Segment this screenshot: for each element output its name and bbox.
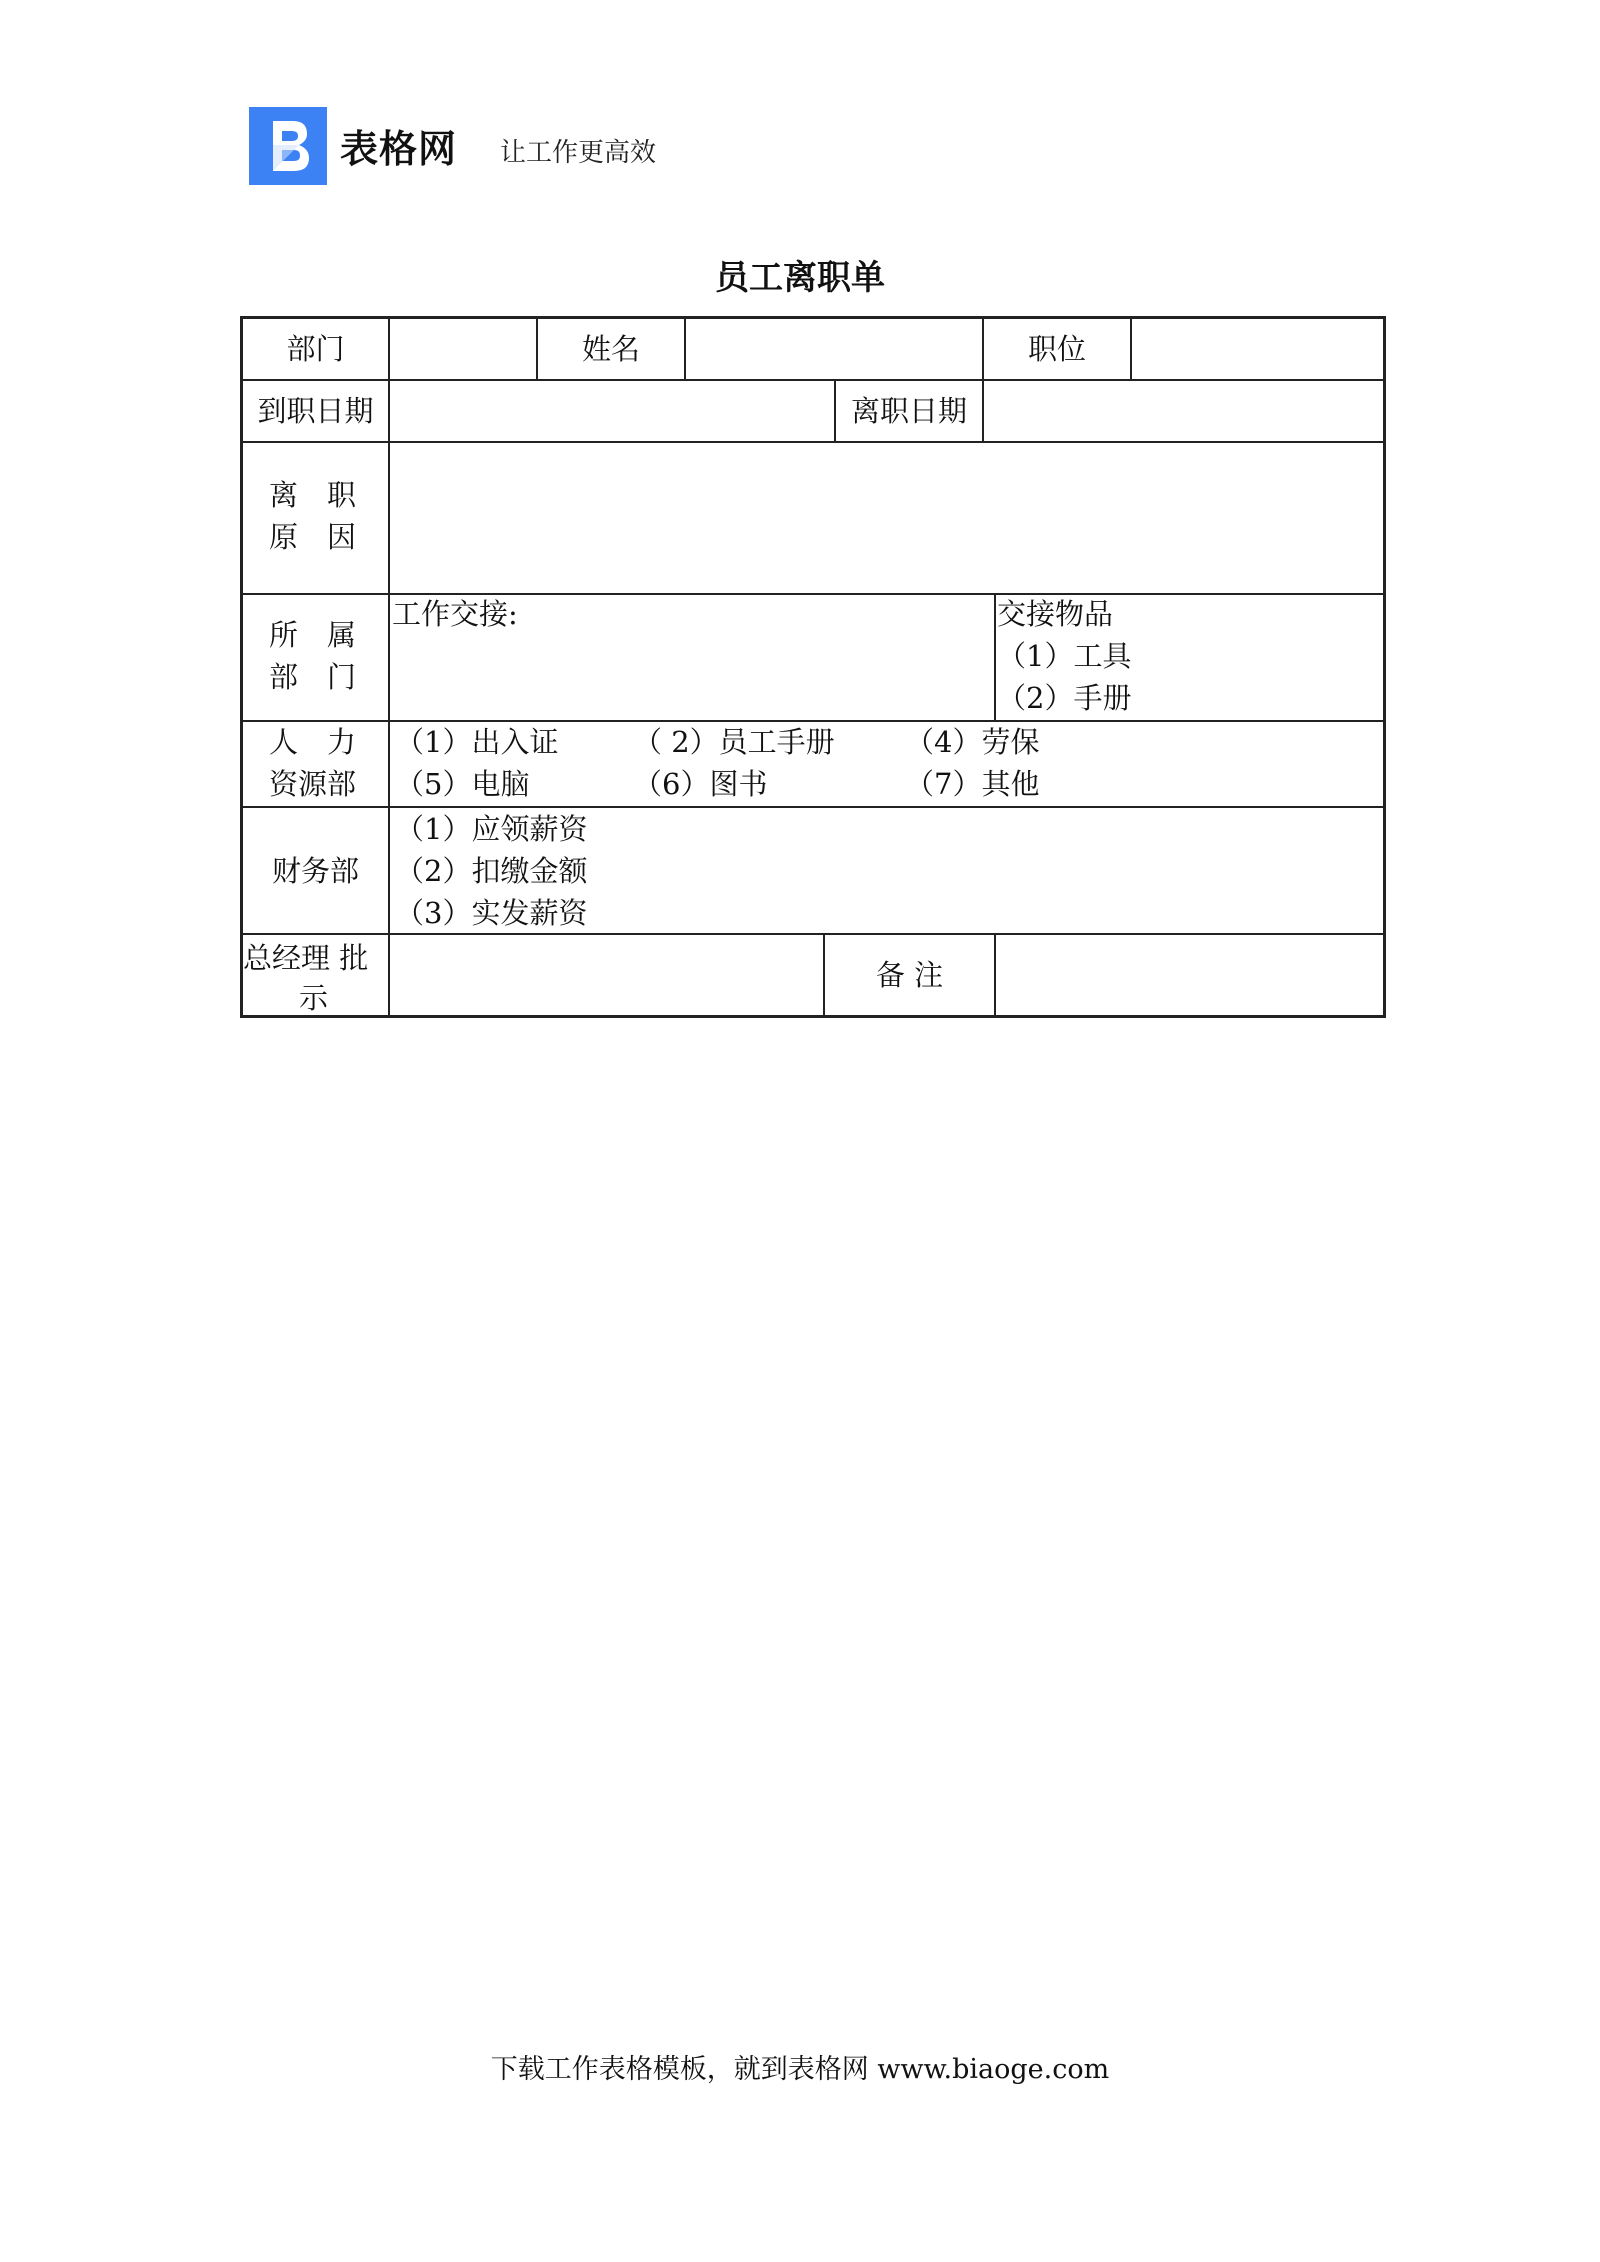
join-date-label: 到职日期 bbox=[257, 394, 374, 428]
hr-label-line2: 资源部 bbox=[269, 767, 357, 801]
finance-item: （2）扣缴金额 bbox=[395, 854, 588, 888]
leave-date-field[interactable] bbox=[984, 381, 1383, 441]
hr-item: （ 2）员工手册 bbox=[633, 725, 835, 759]
brand-name: 表格网 bbox=[340, 127, 458, 171]
dept-label: 部门 bbox=[286, 332, 345, 366]
name-value-field[interactable] bbox=[686, 319, 982, 379]
approval-field[interactable] bbox=[390, 935, 823, 1015]
approval-label-line2: 示 bbox=[299, 981, 329, 1015]
finance-label: 财务部 bbox=[271, 853, 359, 888]
hr-item: （7）其他 bbox=[905, 767, 1040, 801]
page-title: 员工离职单 bbox=[715, 258, 885, 298]
handover-label: 工作交接: bbox=[392, 597, 518, 631]
hr-item: （5）电脑 bbox=[395, 767, 530, 801]
finance-item: （1）应领薪资 bbox=[395, 812, 588, 846]
footer-text: 下载工作表格模板，就到表格网 www.biaoge.com bbox=[490, 2054, 1110, 2085]
biaoge-logo-icon bbox=[249, 107, 327, 185]
join-date-field[interactable] bbox=[390, 381, 834, 441]
position-label: 职位 bbox=[1027, 332, 1086, 366]
hr-item: （6）图书 bbox=[633, 767, 768, 801]
hr-item: （4）劳保 bbox=[905, 725, 1040, 759]
handover-items-title: 交接物品 bbox=[997, 597, 1114, 631]
reason-field[interactable] bbox=[390, 443, 1383, 593]
dept-value-field[interactable] bbox=[390, 319, 536, 379]
brand-slogan: 让工作更高效 bbox=[500, 138, 657, 168]
hr-item: （1）出入证 bbox=[395, 725, 559, 759]
leave-date-label: 离职日期 bbox=[850, 394, 967, 428]
resignation-form bbox=[240, 316, 1386, 1018]
approval-label-line1: 总经理 批 bbox=[243, 941, 369, 975]
remark-label: 备 注 bbox=[875, 958, 944, 992]
reason-label-line2: 原 因 bbox=[269, 520, 357, 554]
remark-field[interactable] bbox=[996, 935, 1383, 1015]
dept-section-label-line2: 部 门 bbox=[269, 660, 357, 694]
hr-label-line1: 人 力 bbox=[269, 725, 357, 759]
finance-item: （3）实发薪资 bbox=[395, 896, 588, 930]
dept-section-label-line1: 所 属 bbox=[269, 618, 357, 652]
handover-item: （2）手册 bbox=[997, 681, 1132, 715]
reason-label-line1: 离 职 bbox=[269, 478, 357, 512]
position-value-field[interactable] bbox=[1132, 319, 1383, 379]
name-label: 姓名 bbox=[581, 332, 640, 366]
handover-item: （1）工具 bbox=[997, 639, 1132, 673]
